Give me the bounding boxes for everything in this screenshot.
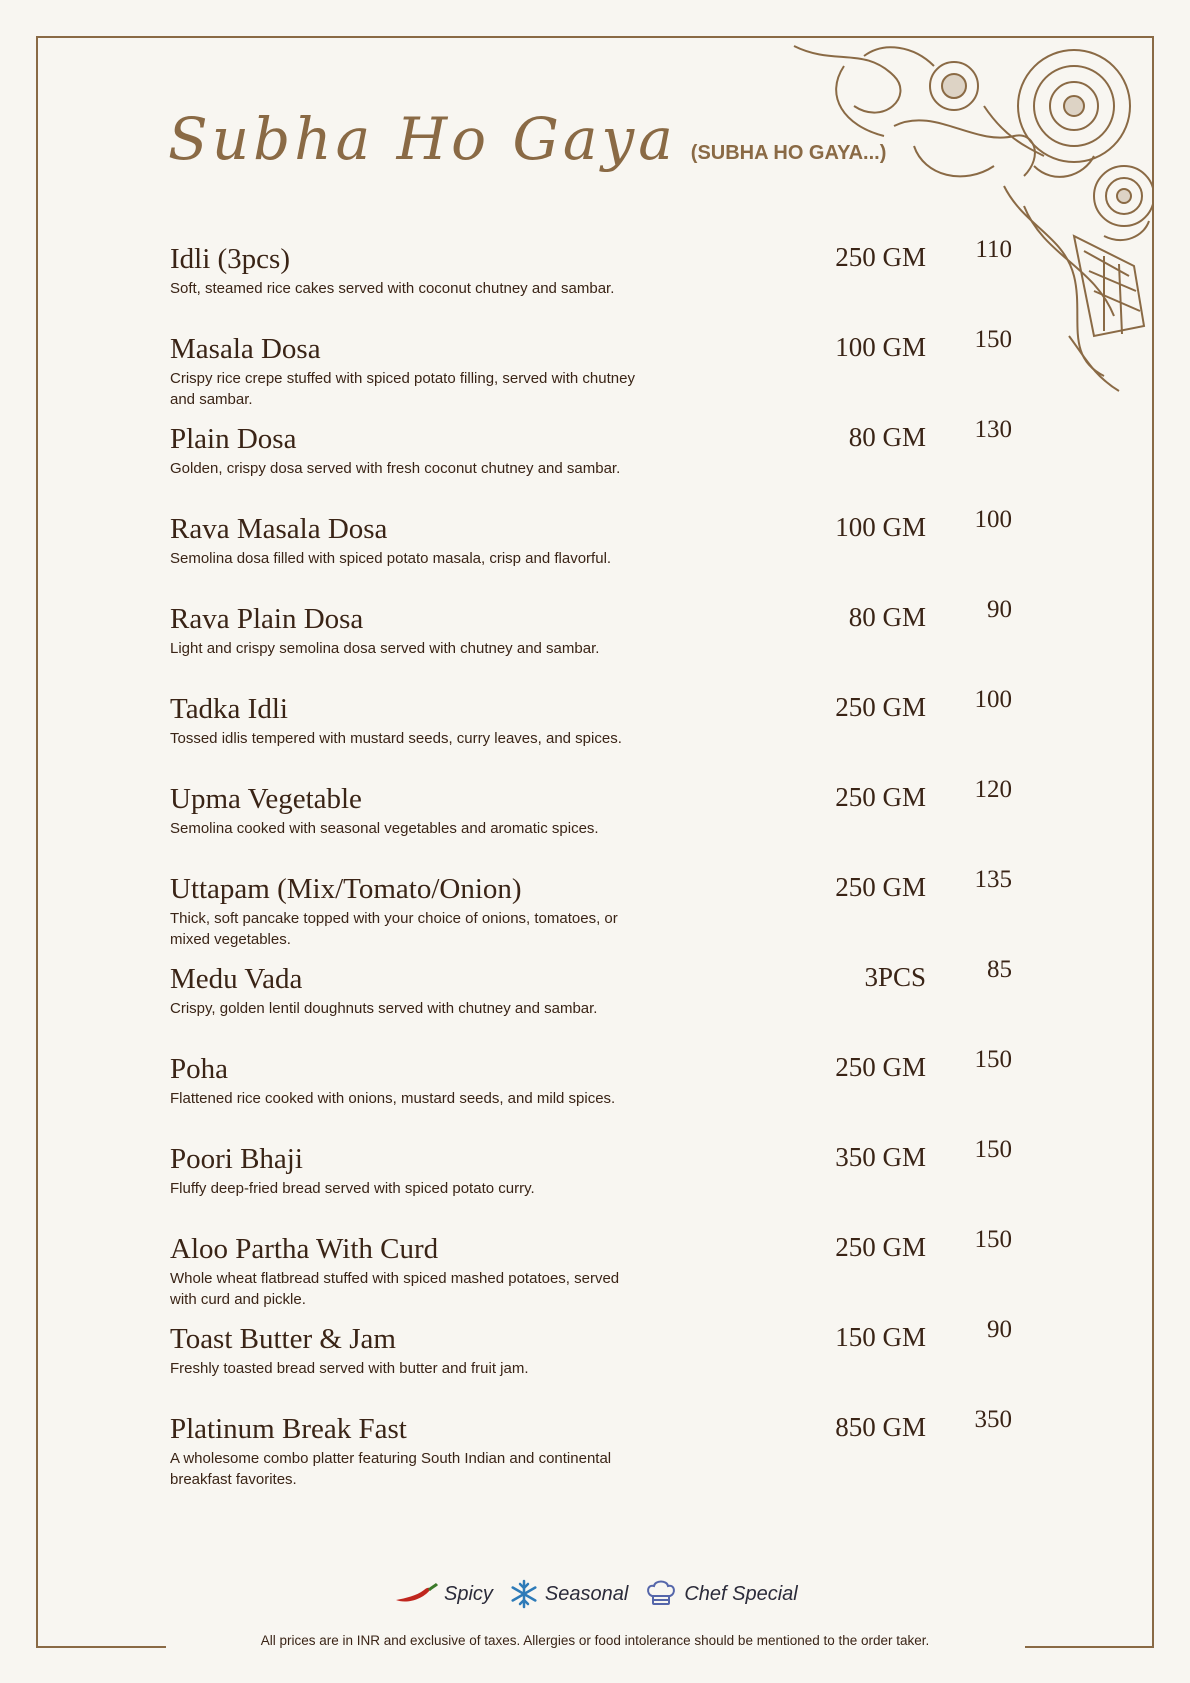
menu-header [168, 105, 886, 173]
item-description: Semolina dosa filled with spiced potato masala, crisp and flavorful. [170, 550, 612, 567]
item-price: 90 [987, 1316, 1012, 1343]
item-name: Poori Bhaji [170, 1143, 303, 1175]
menu-item [170, 776, 1030, 839]
item-price: 100 [974, 506, 1012, 533]
item-price: 85 [987, 956, 1012, 983]
item-quantity: 250 GM [835, 782, 926, 812]
footer-note: All prices are in INR and exclusive of taxes. Allergies or food intolerance should be mentioned to the order taker. [260, 1633, 930, 1648]
item-description: Crispy, golden lentil doughnuts served with chutney and sambar. [170, 1000, 598, 1017]
item-name: Toast Butter & Jam [170, 1323, 396, 1355]
menu-item [170, 236, 1030, 299]
item-quantity: 850 GM [835, 1412, 926, 1442]
item-name: Masala Dosa [170, 333, 321, 365]
item-price: 150 [974, 326, 1012, 353]
item-price: 150 [974, 1226, 1012, 1253]
item-name: Rava Masala Dosa [170, 513, 388, 545]
chef-hat-icon [644, 1578, 678, 1610]
item-name: Aloo Partha With Curd [170, 1233, 439, 1265]
menu-item [170, 1406, 1030, 1490]
page-title: Subha Ho Gaya [168, 105, 677, 173]
legend-spicy [394, 1582, 493, 1606]
menu-item [170, 596, 1030, 659]
item-quantity: 250 GM [835, 692, 926, 722]
legend [394, 1578, 798, 1610]
item-price: 100 [974, 686, 1012, 713]
item-quantity: 150 GM [835, 1322, 926, 1352]
item-quantity: 250 GM [835, 242, 926, 272]
item-description: Soft, steamed rice cakes served with coconut chutney and sambar. [170, 280, 615, 297]
item-name: Idli (3pcs) [170, 243, 290, 275]
legend-label-chef-special: Chef Special [684, 1582, 798, 1605]
item-name: Tadka Idli [170, 693, 288, 725]
item-name: Rava Plain Dosa [170, 603, 364, 635]
menu-item [170, 956, 1030, 1019]
item-price: 110 [975, 236, 1012, 263]
item-description: Whole wheat flatbread stuffed with spiced mashed potatoes, served with curd and pickle. [170, 1270, 620, 1308]
item-name: Medu Vada [170, 963, 303, 995]
item-name: Plain Dosa [170, 423, 297, 455]
item-description: A wholesome combo platter featuring South Indian and continental breakfast favorites. [170, 1450, 612, 1488]
menu-item [170, 1136, 1030, 1199]
item-price: 150 [974, 1136, 1012, 1163]
item-description: Golden, crispy dosa served with fresh coconut chutney and sambar. [170, 460, 621, 477]
item-description: Freshly toasted bread served with butter and fruit jam. [170, 1360, 529, 1377]
snowflake-icon [509, 1579, 539, 1609]
item-price: 135 [974, 866, 1012, 893]
menu-item [170, 1226, 1030, 1310]
item-description: Tossed idlis tempered with mustard seeds, curry leaves, and spices. [170, 730, 622, 747]
chili-icon [394, 1582, 438, 1606]
item-description: Flattened rice cooked with onions, mustard seeds, and mild spices. [170, 1090, 616, 1107]
item-description: Light and crispy semolina dosa served with chutney and sambar. [170, 640, 600, 657]
item-price: 120 [974, 776, 1012, 803]
item-description: Thick, soft pancake topped with your choice of onions, tomatoes, or mixed vegetables. [170, 910, 618, 948]
item-price: 130 [974, 416, 1012, 443]
menu-item [170, 686, 1030, 749]
item-quantity: 3PCS [864, 962, 926, 992]
item-price: 350 [974, 1406, 1012, 1433]
item-name: Upma Vegetable [170, 783, 362, 815]
menu-item [170, 416, 1030, 479]
item-quantity: 250 GM [835, 1052, 926, 1082]
item-description: Fluffy deep-fried bread served with spiced potato curry. [170, 1180, 535, 1197]
item-name: Platinum Break Fast [170, 1413, 407, 1445]
item-quantity: 250 GM [835, 872, 926, 902]
item-quantity: 80 GM [848, 602, 926, 632]
item-quantity: 350 GM [835, 1142, 926, 1172]
item-price: 90 [987, 596, 1012, 623]
menu-item [170, 326, 1030, 410]
item-price: 150 [974, 1046, 1012, 1073]
legend-seasonal [509, 1579, 628, 1609]
item-quantity: 80 GM [848, 422, 926, 452]
legend-chef-special [644, 1578, 797, 1610]
item-quantity: 100 GM [835, 332, 926, 362]
legend-label-spicy: Spicy [444, 1582, 493, 1605]
item-name: Uttapam (Mix/Tomato/Onion) [170, 873, 522, 905]
legend-label-seasonal: Seasonal [544, 1582, 629, 1605]
item-quantity: 250 GM [835, 1232, 926, 1262]
menu-item [170, 1046, 1030, 1109]
item-description: Semolina cooked with seasonal vegetables and aromatic spices. [170, 820, 599, 837]
item-description: Crispy rice crepe stuffed with spiced potato filling, served with chutney and sambar. [170, 370, 635, 408]
item-quantity: 100 GM [835, 512, 926, 542]
page-subtitle: (SUBHA HO GAYA...) [690, 142, 887, 164]
menu-item [170, 506, 1030, 569]
menu-item [170, 1316, 1030, 1379]
item-name: Poha [170, 1053, 228, 1085]
menu-item [170, 866, 1030, 950]
